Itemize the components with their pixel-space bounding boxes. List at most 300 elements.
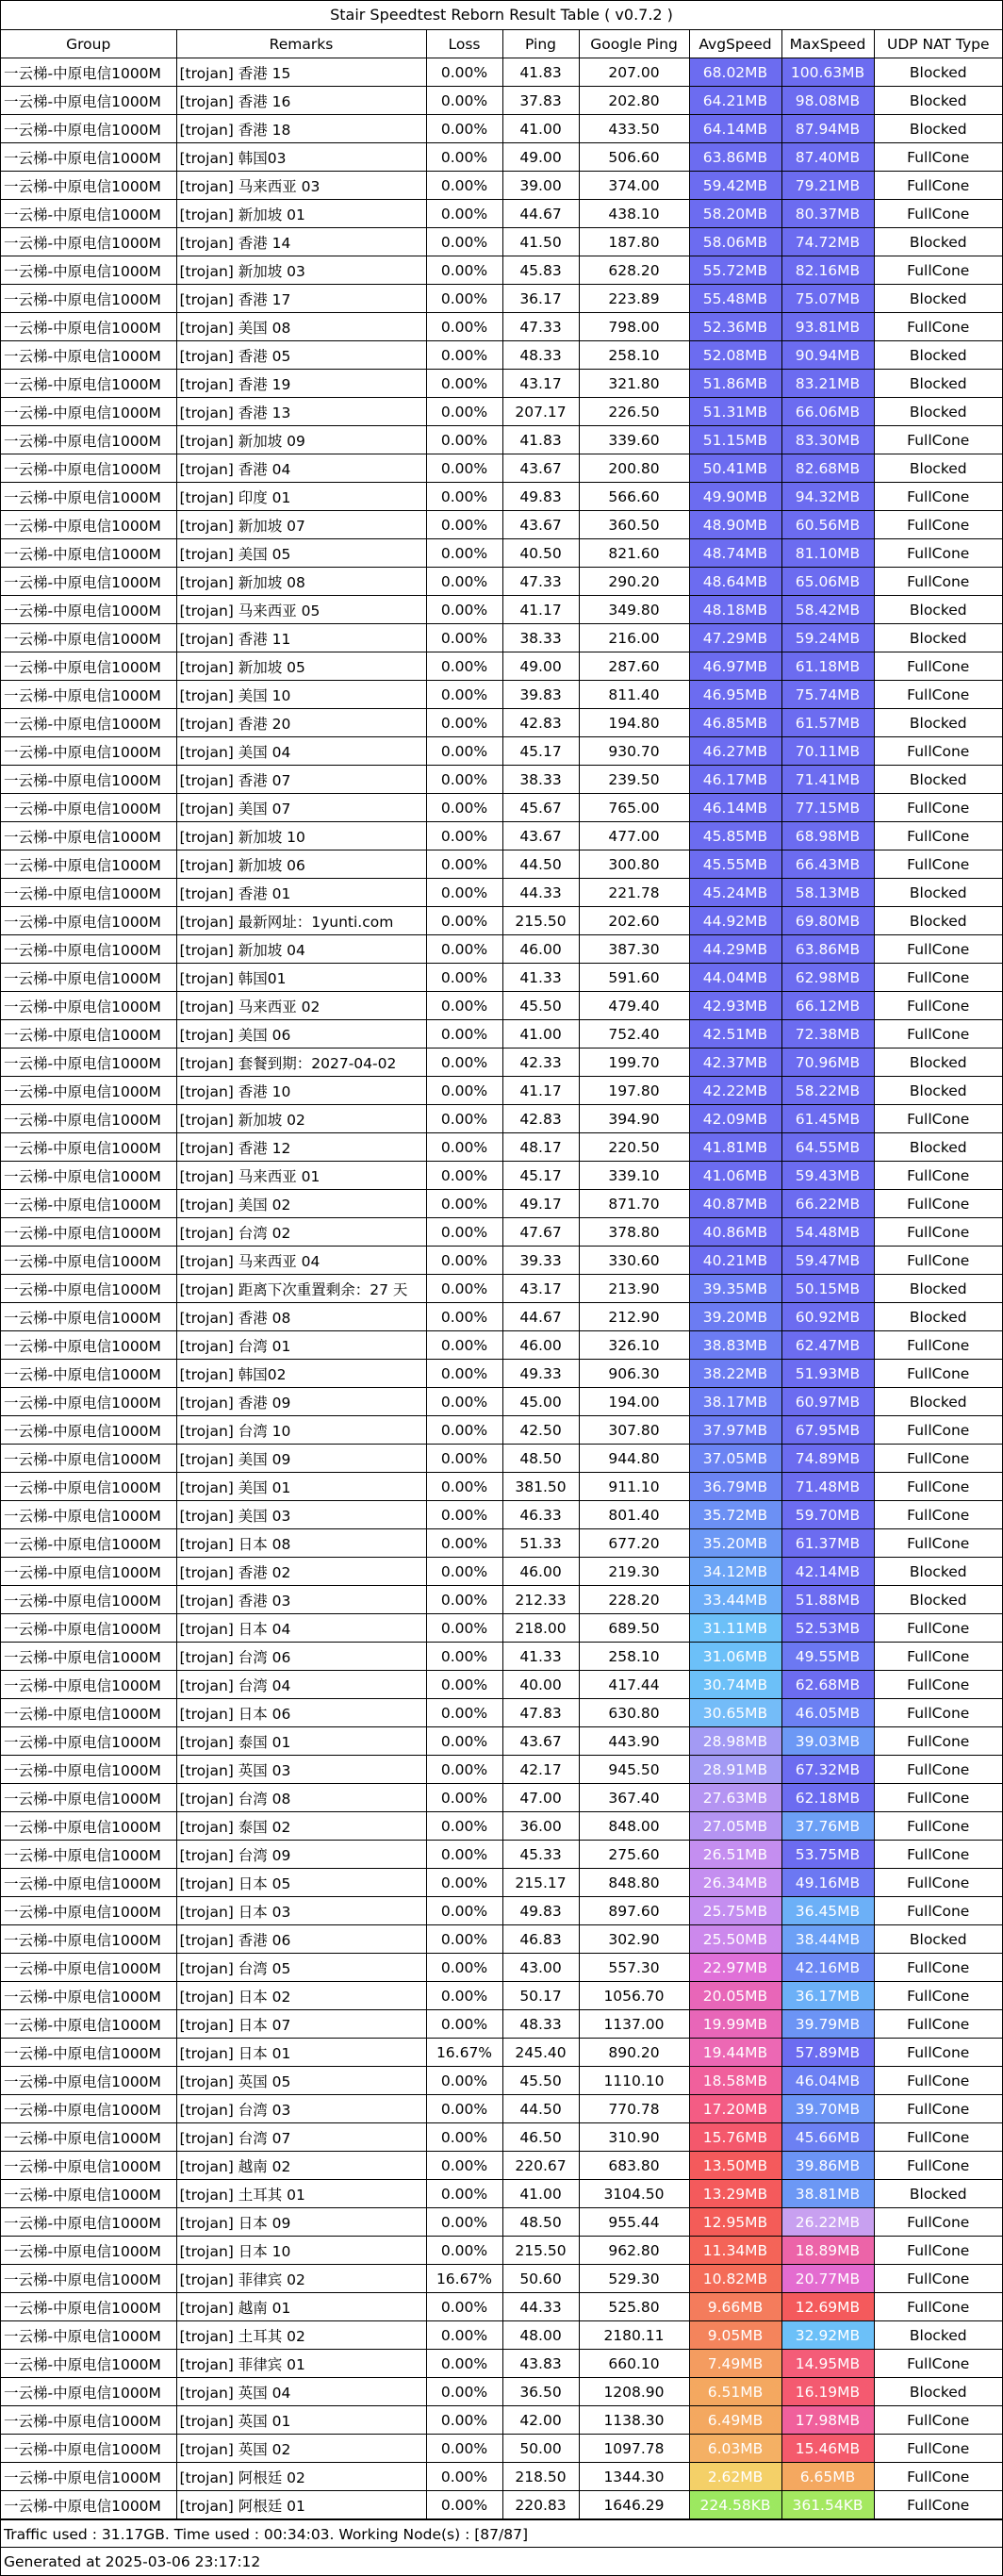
- cell-google-ping: 962.80: [579, 2237, 689, 2265]
- cell-google-ping: 770.78: [579, 2095, 689, 2123]
- table-row: [1, 398, 1002, 426]
- cell-loss: 0.00%: [426, 1247, 502, 1275]
- table-row: [1, 1105, 1002, 1133]
- cell-ping: 50.60: [502, 2265, 579, 2293]
- cell-udp-nat-type: Blocked: [874, 370, 1002, 398]
- cell-avg-speed: 52.36MB: [689, 313, 781, 341]
- cell-remarks: [trojan] 新加坡 07: [176, 511, 426, 539]
- cell-max-speed: 60.92MB: [781, 1303, 874, 1331]
- cell-ping: 46.83: [502, 1925, 579, 1954]
- cell-google-ping: 438.10: [579, 200, 689, 228]
- table-row: [1, 822, 1002, 850]
- cell-udp-nat-type: FullCone: [874, 256, 1002, 285]
- cell-google-ping: 906.30: [579, 1360, 689, 1388]
- table-row: [1, 1303, 1002, 1331]
- cell-loss: 0.00%: [426, 1529, 502, 1558]
- cell-google-ping: 258.10: [579, 1643, 689, 1671]
- cell-max-speed: 87.40MB: [781, 143, 874, 172]
- table-row: [1, 1699, 1002, 1727]
- cell-remarks: [trojan] 香港 10: [176, 1077, 426, 1105]
- cell-loss: 0.00%: [426, 1558, 502, 1586]
- cell-remarks: [trojan] 泰国 01: [176, 1727, 426, 1756]
- cell-max-speed: 51.93MB: [781, 1360, 874, 1388]
- cell-loss: 0.00%: [426, 1586, 502, 1614]
- cell-avg-speed: 42.37MB: [689, 1049, 781, 1077]
- cell-loss: 0.00%: [426, 2491, 502, 2519]
- cell-udp-nat-type: FullCone: [874, 1416, 1002, 1445]
- cell-max-speed: 15.46MB: [781, 2435, 874, 2463]
- table-row: [1, 2123, 1002, 2152]
- cell-max-speed: 38.81MB: [781, 2180, 874, 2208]
- cell-remarks: [trojan] 英国 03: [176, 1756, 426, 1784]
- cell-group: 一云梯-中原电信1000M: [1, 1784, 176, 1812]
- cell-google-ping: 479.40: [579, 992, 689, 1020]
- cell-remarks: [trojan] 香港 12: [176, 1133, 426, 1162]
- cell-avg-speed: 35.72MB: [689, 1501, 781, 1529]
- cell-udp-nat-type: Blocked: [874, 2378, 1002, 2406]
- cell-remarks: [trojan] 新加坡 03: [176, 256, 426, 285]
- cell-google-ping: 871.70: [579, 1190, 689, 1218]
- cell-ping: 41.00: [502, 115, 579, 143]
- cell-google-ping: 310.90: [579, 2123, 689, 2152]
- cell-udp-nat-type: Blocked: [874, 709, 1002, 737]
- cell-udp-nat-type: Blocked: [874, 2180, 1002, 2208]
- cell-ping: 381.50: [502, 1473, 579, 1501]
- cell-group: 一云梯-中原电信1000M: [1, 766, 176, 794]
- table-row: [1, 1812, 1002, 1841]
- result-table: [1, 30, 1002, 2519]
- cell-avg-speed: 55.48MB: [689, 285, 781, 313]
- cell-google-ping: 433.50: [579, 115, 689, 143]
- cell-avg-speed: 58.20MB: [689, 200, 781, 228]
- cell-loss: 0.00%: [426, 879, 502, 907]
- cell-ping: 47.33: [502, 568, 579, 596]
- cell-remarks: [trojan] 美国 04: [176, 737, 426, 766]
- cell-max-speed: 81.10MB: [781, 539, 874, 568]
- cell-group: 一云梯-中原电信1000M: [1, 596, 176, 624]
- cell-ping: 44.67: [502, 200, 579, 228]
- table-row: [1, 2378, 1002, 2406]
- cell-loss: 0.00%: [426, 426, 502, 454]
- cell-remarks: [trojan] 香港 17: [176, 285, 426, 313]
- cell-loss: 0.00%: [426, 2095, 502, 2123]
- cell-loss: 0.00%: [426, 1727, 502, 1756]
- cell-group: 一云梯-中原电信1000M: [1, 1614, 176, 1643]
- cell-avg-speed: 30.74MB: [689, 1671, 781, 1699]
- cell-google-ping: 677.20: [579, 1529, 689, 1558]
- table-row: [1, 1162, 1002, 1190]
- cell-ping: 49.17: [502, 1190, 579, 1218]
- table-row: [1, 426, 1002, 454]
- cell-ping: 44.67: [502, 1303, 579, 1331]
- cell-remarks: [trojan] 新加坡 01: [176, 200, 426, 228]
- cell-group: 一云梯-中原电信1000M: [1, 822, 176, 850]
- table-row: [1, 1473, 1002, 1501]
- cell-udp-nat-type: FullCone: [874, 1727, 1002, 1756]
- cell-google-ping: 1646.29: [579, 2491, 689, 2519]
- cell-google-ping: 228.20: [579, 1586, 689, 1614]
- cell-udp-nat-type: FullCone: [874, 2265, 1002, 2293]
- cell-remarks: [trojan] 美国 07: [176, 794, 426, 822]
- cell-max-speed: 49.16MB: [781, 1869, 874, 1897]
- cell-group: 一云梯-中原电信1000M: [1, 907, 176, 935]
- cell-remarks: [trojan] 韩国01: [176, 964, 426, 992]
- cell-group: 一云梯-中原电信1000M: [1, 1162, 176, 1190]
- cell-avg-speed: 40.87MB: [689, 1190, 781, 1218]
- cell-remarks: [trojan] 日本 09: [176, 2208, 426, 2237]
- table-row: [1, 1558, 1002, 1586]
- cell-remarks: [trojan] 英国 04: [176, 2378, 426, 2406]
- cell-ping: 49.00: [502, 652, 579, 681]
- cell-remarks: [trojan] 香港 03: [176, 1586, 426, 1614]
- table-title: Stair Speedtest Reborn Result Table ( v0.7.2 ): [1, 0, 1002, 30]
- cell-max-speed: 60.56MB: [781, 511, 874, 539]
- cell-ping: 46.00: [502, 1331, 579, 1360]
- cell-max-speed: 74.89MB: [781, 1445, 874, 1473]
- table-row: [1, 1331, 1002, 1360]
- cell-group: 一云梯-中原电信1000M: [1, 483, 176, 511]
- cell-max-speed: 80.37MB: [781, 200, 874, 228]
- cell-avg-speed: 19.99MB: [689, 2010, 781, 2039]
- cell-udp-nat-type: FullCone: [874, 2491, 1002, 2519]
- cell-loss: 0.00%: [426, 568, 502, 596]
- table-row: [1, 454, 1002, 483]
- table-row: [1, 1614, 1002, 1643]
- cell-google-ping: 1137.00: [579, 2010, 689, 2039]
- cell-max-speed: 58.13MB: [781, 879, 874, 907]
- cell-ping: 47.00: [502, 1784, 579, 1812]
- cell-remarks: [trojan] 距离下次重置剩余：27 天: [176, 1275, 426, 1303]
- cell-google-ping: 213.90: [579, 1275, 689, 1303]
- cell-remarks: [trojan] 香港 11: [176, 624, 426, 652]
- cell-google-ping: 930.70: [579, 737, 689, 766]
- table-row: [1, 879, 1002, 907]
- cell-group: 一云梯-中原电信1000M: [1, 2123, 176, 2152]
- cell-ping: 44.50: [502, 850, 579, 879]
- cell-google-ping: 566.60: [579, 483, 689, 511]
- cell-loss: 0.00%: [426, 2208, 502, 2237]
- cell-max-speed: 51.88MB: [781, 1586, 874, 1614]
- table-row: [1, 1190, 1002, 1218]
- cell-group: 一云梯-中原电信1000M: [1, 2435, 176, 2463]
- cell-avg-speed: 13.29MB: [689, 2180, 781, 2208]
- cell-avg-speed: 34.12MB: [689, 1558, 781, 1586]
- cell-google-ping: 443.90: [579, 1727, 689, 1756]
- cell-group: 一云梯-中原电信1000M: [1, 341, 176, 370]
- cell-avg-speed: 41.81MB: [689, 1133, 781, 1162]
- cell-remarks: [trojan] 香港 13: [176, 398, 426, 426]
- cell-ping: 45.17: [502, 1162, 579, 1190]
- cell-google-ping: 628.20: [579, 256, 689, 285]
- cell-google-ping: 1056.70: [579, 1982, 689, 2010]
- cell-group: 一云梯-中原电信1000M: [1, 850, 176, 879]
- cell-remarks: [trojan] 马来西亚 05: [176, 596, 426, 624]
- cell-ping: 215.50: [502, 2237, 579, 2265]
- header-row: [1, 30, 1002, 58]
- cell-max-speed: 72.38MB: [781, 1020, 874, 1049]
- cell-remarks: [trojan] 阿根廷 01: [176, 2491, 426, 2519]
- cell-ping: 36.50: [502, 2378, 579, 2406]
- cell-google-ping: 226.50: [579, 398, 689, 426]
- cell-max-speed: 37.76MB: [781, 1812, 874, 1841]
- cell-max-speed: 67.32MB: [781, 1756, 874, 1784]
- cell-group: 一云梯-中原电信1000M: [1, 2378, 176, 2406]
- cell-loss: 0.00%: [426, 228, 502, 256]
- cell-group: 一云梯-中原电信1000M: [1, 1445, 176, 1473]
- footer-stats: Traffic used : 31.17GB. Time used : 00:34:03. Working Node(s) : [87/87]: [1, 2519, 1002, 2548]
- cell-google-ping: 387.30: [579, 935, 689, 964]
- cell-max-speed: 63.86MB: [781, 935, 874, 964]
- cell-remarks: [trojan] 美国 10: [176, 681, 426, 709]
- cell-group: 一云梯-中原电信1000M: [1, 1473, 176, 1501]
- cell-google-ping: 300.80: [579, 850, 689, 879]
- cell-max-speed: 59.43MB: [781, 1162, 874, 1190]
- cell-loss: 0.00%: [426, 1841, 502, 1869]
- cell-remarks: [trojan] 香港 14: [176, 228, 426, 256]
- cell-google-ping: 1097.78: [579, 2435, 689, 2463]
- cell-ping: 41.83: [502, 426, 579, 454]
- cell-google-ping: 349.80: [579, 596, 689, 624]
- cell-max-speed: 64.55MB: [781, 1133, 874, 1162]
- cell-ping: 39.00: [502, 172, 579, 200]
- cell-max-speed: 66.22MB: [781, 1190, 874, 1218]
- cell-avg-speed: 20.05MB: [689, 1982, 781, 2010]
- cell-group: 一云梯-中原电信1000M: [1, 58, 176, 87]
- cell-max-speed: 62.98MB: [781, 964, 874, 992]
- cell-loss: 0.00%: [426, 2180, 502, 2208]
- cell-remarks: [trojan] 香港 08: [176, 1303, 426, 1331]
- cell-avg-speed: 19.44MB: [689, 2039, 781, 2067]
- table-row: [1, 1671, 1002, 1699]
- cell-loss: 0.00%: [426, 964, 502, 992]
- cell-avg-speed: 58.06MB: [689, 228, 781, 256]
- cell-avg-speed: 38.22MB: [689, 1360, 781, 1388]
- cell-max-speed: 71.48MB: [781, 1473, 874, 1501]
- cell-udp-nat-type: FullCone: [874, 2123, 1002, 2152]
- cell-group: 一云梯-中原电信1000M: [1, 1925, 176, 1954]
- cell-group: 一云梯-中原电信1000M: [1, 992, 176, 1020]
- cell-avg-speed: 48.74MB: [689, 539, 781, 568]
- cell-avg-speed: 17.20MB: [689, 2095, 781, 2123]
- cell-avg-speed: 31.06MB: [689, 1643, 781, 1671]
- cell-remarks: [trojan] 台湾 04: [176, 1671, 426, 1699]
- cell-ping: 45.00: [502, 1388, 579, 1416]
- table-row: [1, 2491, 1002, 2519]
- cell-avg-speed: 6.49MB: [689, 2406, 781, 2435]
- cell-remarks: [trojan] 套餐到期：2027-04-02: [176, 1049, 426, 1077]
- cell-max-speed: 39.03MB: [781, 1727, 874, 1756]
- table-row: [1, 1049, 1002, 1077]
- cell-max-speed: 6.65MB: [781, 2463, 874, 2491]
- cell-avg-speed: 46.95MB: [689, 681, 781, 709]
- cell-remarks: [trojan] 英国 02: [176, 2435, 426, 2463]
- cell-udp-nat-type: Blocked: [874, 115, 1002, 143]
- cell-max-speed: 36.45MB: [781, 1897, 874, 1925]
- table-row: [1, 935, 1002, 964]
- cell-loss: 0.00%: [426, 1275, 502, 1303]
- cell-max-speed: 50.15MB: [781, 1275, 874, 1303]
- cell-remarks: [trojan] 新加坡 08: [176, 568, 426, 596]
- cell-avg-speed: 47.29MB: [689, 624, 781, 652]
- cell-ping: 48.33: [502, 341, 579, 370]
- cell-udp-nat-type: FullCone: [874, 1473, 1002, 1501]
- cell-udp-nat-type: Blocked: [874, 87, 1002, 115]
- cell-loss: 0.00%: [426, 1756, 502, 1784]
- cell-max-speed: 98.08MB: [781, 87, 874, 115]
- cell-group: 一云梯-中原电信1000M: [1, 2180, 176, 2208]
- cell-remarks: [trojan] 新加坡 06: [176, 850, 426, 879]
- cell-avg-speed: 39.20MB: [689, 1303, 781, 1331]
- cell-max-speed: 39.79MB: [781, 2010, 874, 2039]
- cell-remarks: [trojan] 台湾 02: [176, 1218, 426, 1247]
- cell-loss: 0.00%: [426, 1049, 502, 1077]
- cell-group: 一云梯-中原电信1000M: [1, 624, 176, 652]
- table-row: [1, 58, 1002, 87]
- cell-ping: 46.50: [502, 2123, 579, 2152]
- cell-remarks: [trojan] 马来西亚 03: [176, 172, 426, 200]
- table-row: [1, 681, 1002, 709]
- cell-group: 一云梯-中原电信1000M: [1, 1275, 176, 1303]
- cell-max-speed: 53.75MB: [781, 1841, 874, 1869]
- cell-group: 一云梯-中原电信1000M: [1, 2265, 176, 2293]
- cell-group: 一云梯-中原电信1000M: [1, 1049, 176, 1077]
- cell-max-speed: 42.14MB: [781, 1558, 874, 1586]
- cell-udp-nat-type: Blocked: [874, 1586, 1002, 1614]
- cell-max-speed: 49.55MB: [781, 1643, 874, 1671]
- cell-avg-speed: 42.09MB: [689, 1105, 781, 1133]
- cell-group: 一云梯-中原电信1000M: [1, 115, 176, 143]
- cell-udp-nat-type: Blocked: [874, 341, 1002, 370]
- cell-remarks: [trojan] 阿根廷 02: [176, 2463, 426, 2491]
- cell-ping: 220.83: [502, 2491, 579, 2519]
- table-row: [1, 87, 1002, 115]
- cell-loss: 0.00%: [426, 1020, 502, 1049]
- cell-remarks: [trojan] 美国 01: [176, 1473, 426, 1501]
- cell-udp-nat-type: Blocked: [874, 1077, 1002, 1105]
- cell-avg-speed: 46.14MB: [689, 794, 781, 822]
- cell-google-ping: 897.60: [579, 1897, 689, 1925]
- cell-google-ping: 591.60: [579, 964, 689, 992]
- table-row: [1, 1841, 1002, 1869]
- table-row: [1, 256, 1002, 285]
- cell-ping: 215.17: [502, 1869, 579, 1897]
- cell-remarks: [trojan] 日本 04: [176, 1614, 426, 1643]
- cell-avg-speed: 26.34MB: [689, 1869, 781, 1897]
- cell-remarks: [trojan] 最新网址：1yunti.com: [176, 907, 426, 935]
- table-row: [1, 511, 1002, 539]
- header-udp-nat-type: UDP NAT Type: [874, 30, 1002, 58]
- cell-udp-nat-type: FullCone: [874, 483, 1002, 511]
- cell-remarks: [trojan] 日本 06: [176, 1699, 426, 1727]
- table-row: [1, 596, 1002, 624]
- cell-loss: 0.00%: [426, 1643, 502, 1671]
- cell-group: 一云梯-中原电信1000M: [1, 1416, 176, 1445]
- table-row: [1, 907, 1002, 935]
- cell-max-speed: 82.68MB: [781, 454, 874, 483]
- cell-group: 一云梯-中原电信1000M: [1, 1841, 176, 1869]
- cell-ping: 48.50: [502, 1445, 579, 1473]
- cell-group: 一云梯-中原电信1000M: [1, 1020, 176, 1049]
- cell-google-ping: 302.90: [579, 1925, 689, 1954]
- cell-ping: 42.50: [502, 1416, 579, 1445]
- cell-avg-speed: 41.06MB: [689, 1162, 781, 1190]
- cell-ping: 39.83: [502, 681, 579, 709]
- cell-google-ping: 848.80: [579, 1869, 689, 1897]
- cell-ping: 50.00: [502, 2435, 579, 2463]
- table-row: [1, 1727, 1002, 1756]
- cell-google-ping: 506.60: [579, 143, 689, 172]
- table-row: [1, 2152, 1002, 2180]
- cell-loss: 0.00%: [426, 850, 502, 879]
- cell-remarks: [trojan] 马来西亚 02: [176, 992, 426, 1020]
- cell-loss: 0.00%: [426, 115, 502, 143]
- cell-loss: 0.00%: [426, 737, 502, 766]
- cell-group: 一云梯-中原电信1000M: [1, 1303, 176, 1331]
- cell-udp-nat-type: FullCone: [874, 2406, 1002, 2435]
- cell-remarks: [trojan] 英国 01: [176, 2406, 426, 2435]
- table-row: [1, 1360, 1002, 1388]
- cell-group: 一云梯-中原电信1000M: [1, 2095, 176, 2123]
- cell-group: 一云梯-中原电信1000M: [1, 1897, 176, 1925]
- cell-max-speed: 65.06MB: [781, 568, 874, 596]
- cell-udp-nat-type: FullCone: [874, 850, 1002, 879]
- cell-google-ping: 821.60: [579, 539, 689, 568]
- cell-max-speed: 100.63MB: [781, 58, 874, 87]
- table-row: [1, 2095, 1002, 2123]
- cell-udp-nat-type: Blocked: [874, 1275, 1002, 1303]
- cell-max-speed: 18.89MB: [781, 2237, 874, 2265]
- cell-max-speed: 75.74MB: [781, 681, 874, 709]
- table-row: [1, 313, 1002, 341]
- table-row: [1, 652, 1002, 681]
- cell-group: 一云梯-中原电信1000M: [1, 2208, 176, 2237]
- cell-udp-nat-type: FullCone: [874, 2293, 1002, 2321]
- cell-avg-speed: 26.51MB: [689, 1841, 781, 1869]
- cell-google-ping: 326.10: [579, 1331, 689, 1360]
- cell-loss: 0.00%: [426, 794, 502, 822]
- cell-loss: 16.67%: [426, 2265, 502, 2293]
- cell-udp-nat-type: Blocked: [874, 766, 1002, 794]
- cell-avg-speed: 11.34MB: [689, 2237, 781, 2265]
- cell-group: 一云梯-中原电信1000M: [1, 285, 176, 313]
- cell-remarks: [trojan] 马来西亚 04: [176, 1247, 426, 1275]
- table-row: [1, 624, 1002, 652]
- cell-udp-nat-type: Blocked: [874, 624, 1002, 652]
- cell-loss: 16.67%: [426, 2039, 502, 2067]
- cell-remarks: [trojan] 菲律宾 02: [176, 2265, 426, 2293]
- cell-max-speed: 39.70MB: [781, 2095, 874, 2123]
- cell-udp-nat-type: Blocked: [874, 58, 1002, 87]
- cell-udp-nat-type: FullCone: [874, 1190, 1002, 1218]
- cell-google-ping: 207.00: [579, 58, 689, 87]
- cell-avg-speed: 42.93MB: [689, 992, 781, 1020]
- cell-google-ping: 219.30: [579, 1558, 689, 1586]
- cell-max-speed: 54.48MB: [781, 1218, 874, 1247]
- cell-avg-speed: 36.79MB: [689, 1473, 781, 1501]
- cell-ping: 45.33: [502, 1841, 579, 1869]
- cell-remarks: [trojan] 香港 01: [176, 879, 426, 907]
- cell-ping: 44.33: [502, 879, 579, 907]
- cell-remarks: [trojan] 韩国03: [176, 143, 426, 172]
- cell-ping: 49.33: [502, 1360, 579, 1388]
- cell-google-ping: 890.20: [579, 2039, 689, 2067]
- table-row: [1, 992, 1002, 1020]
- cell-google-ping: 202.80: [579, 87, 689, 115]
- header-remarks: Remarks: [176, 30, 426, 58]
- cell-group: 一云梯-中原电信1000M: [1, 370, 176, 398]
- cell-remarks: [trojan] 新加坡 04: [176, 935, 426, 964]
- cell-remarks: [trojan] 香港 02: [176, 1558, 426, 1586]
